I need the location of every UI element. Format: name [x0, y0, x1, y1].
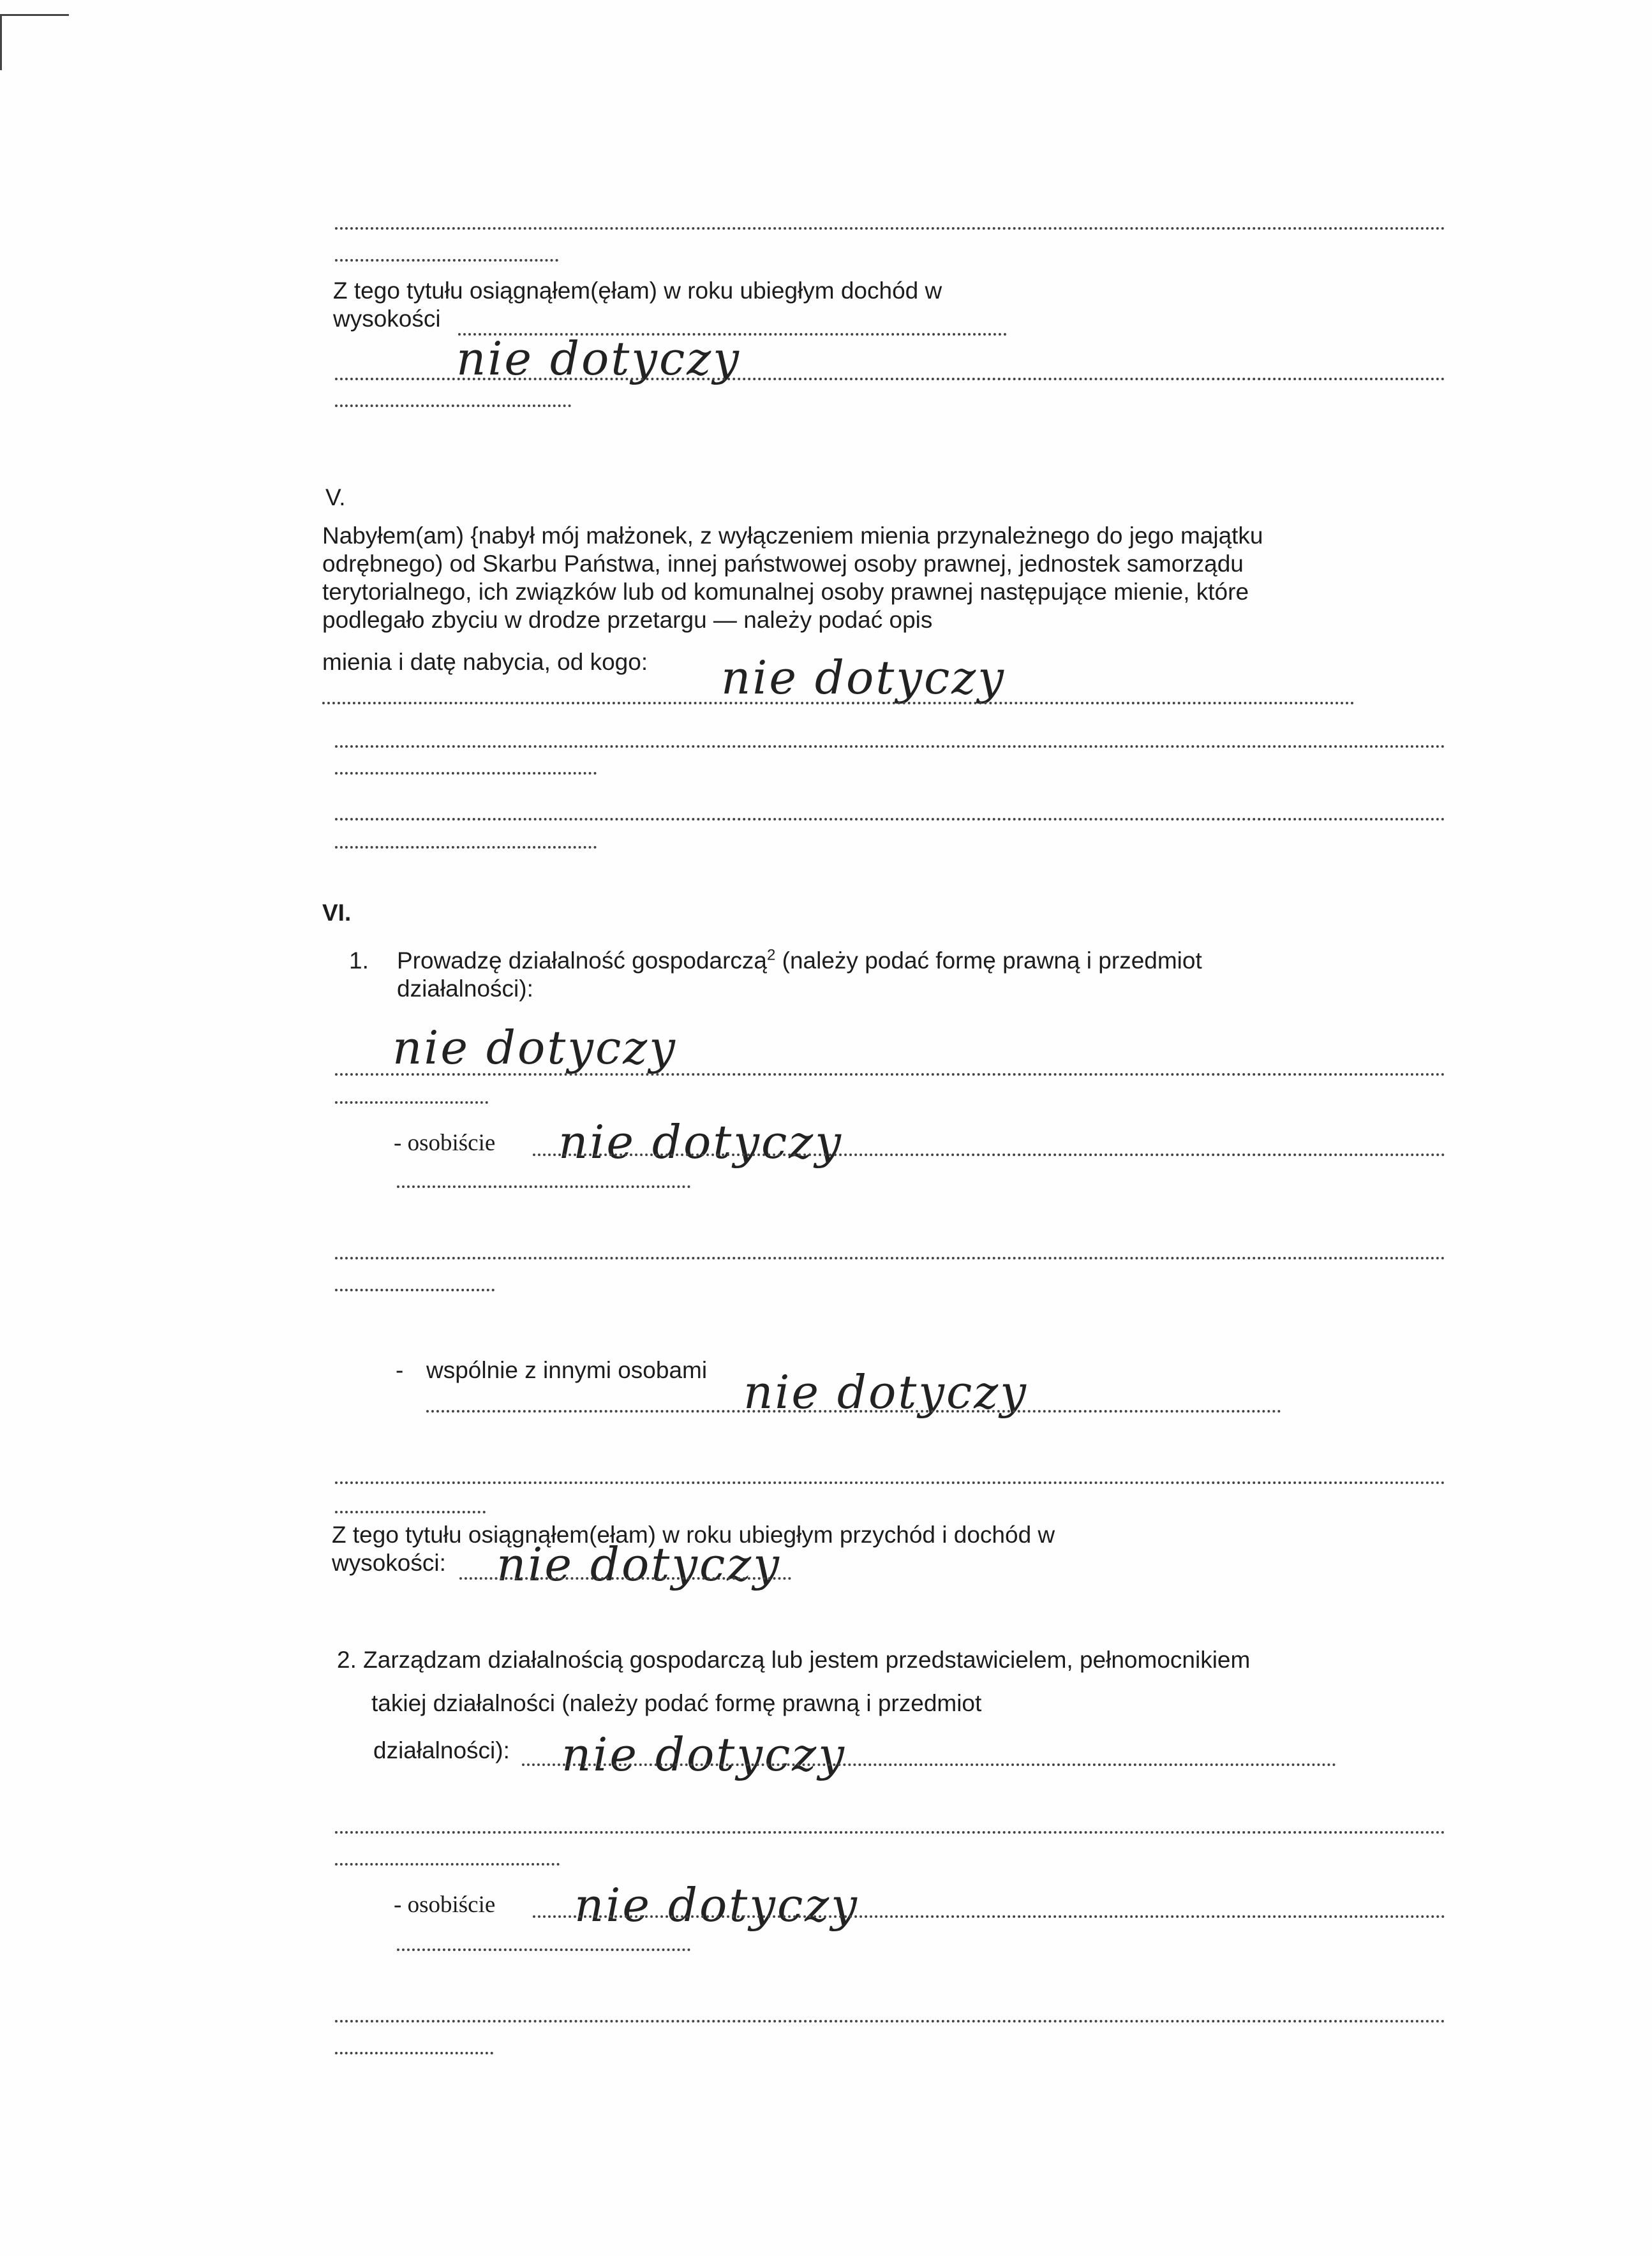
dotted-line: [459, 1577, 791, 1580]
dotted-line: [335, 378, 1445, 380]
dash: -: [396, 1357, 404, 1383]
handwritten-answer: nie dotyczy: [496, 1538, 781, 1591]
dotted-line: [522, 1763, 1336, 1766]
personally-label: - osobiście: [394, 1130, 496, 1156]
dotted-line: [335, 1073, 1445, 1076]
dotted-line: [426, 1410, 1281, 1413]
scan-edge-mark: [0, 14, 69, 70]
handwritten-answer: nie dotyczy: [456, 332, 741, 385]
dotted-line: [335, 404, 571, 407]
item2-text: działalności):: [373, 1737, 510, 1763]
dotted-line: [322, 702, 1355, 704]
dotted-line: [397, 1185, 690, 1188]
income-amount-label: wysokości:: [332, 1550, 446, 1576]
dotted-line: [335, 259, 558, 262]
dotted-line: [335, 1863, 560, 1866]
section-vi-heading: VI.: [322, 900, 352, 926]
dotted-line: [335, 1289, 495, 1291]
handwritten-answer: nie dotyczy: [558, 1115, 843, 1169]
dotted-line: [533, 1915, 1445, 1918]
item-number: 1.: [349, 947, 369, 974]
footnote-ref: 2: [767, 946, 776, 964]
dotted-line: [335, 1511, 486, 1513]
handwritten-answer: nie dotyczy: [574, 1878, 859, 1932]
dotted-line: [335, 1481, 1445, 1484]
handwritten-answer: nie dotyczy: [743, 1365, 1028, 1419]
section-v-heading: V.: [325, 484, 346, 510]
handwritten-answer: nie dotyczy: [392, 1021, 677, 1074]
handwritten-answer: nie dotyczy: [562, 1728, 846, 1781]
dotted-line: [335, 2020, 1445, 2022]
jointly-label: wspólnie z innymi osobami: [426, 1357, 708, 1383]
handwritten-answer: nie dotyczy: [721, 651, 1006, 704]
item1-text: [397, 947, 1202, 975]
dotted-line: [533, 1154, 1445, 1156]
income-label: Z tego tytułu osiągnąłem(ełam) w roku ubiegłym przychód i dochód w: [332, 1522, 1055, 1548]
income-label: Z tego tytułu osiągnąłem(ęłam) w roku ubiegłym dochód w: [333, 278, 942, 304]
section-v-text: terytorialnego, ich związków lub od komunalnej osoby prawnej następujące mienie, które: [322, 579, 1249, 605]
dotted-line: [335, 772, 597, 775]
dotted-line: [335, 1257, 1445, 1259]
item2-text: takiej działalności (należy podać formę prawną i przedmiot: [371, 1690, 982, 1716]
section-v-text: mienia i datę nabycia, od kogo:: [322, 649, 648, 675]
dotted-line: [335, 1831, 1445, 1834]
section-v-text: Nabyłem(am) {nabył mój małżonek, z wyłączeniem mienia przynależnego do jego majątku: [322, 523, 1263, 549]
dotted-line: [335, 1101, 488, 1104]
item1-text-end: (należy podać formę prawną i przedmiot: [775, 947, 1202, 974]
dotted-line: [335, 2052, 493, 2054]
section-v-text: odrębnego) od Skarbu Państwa, innej państwowej osoby prawnej, jednostek samorządu: [322, 551, 1244, 577]
dotted-line: [397, 1948, 690, 1951]
dotted-line: [335, 846, 597, 849]
dotted-line: [335, 818, 1445, 820]
dotted-line: [335, 227, 1445, 230]
item1-text-start: Prowadzę działalność gospodarczą: [397, 947, 768, 974]
item1-text: działalności):: [397, 976, 533, 1002]
dotted-line: [335, 745, 1445, 748]
personally-label: - osobiście: [394, 1892, 496, 1918]
income-amount-label: wysokości: [333, 306, 441, 332]
section-v-text: podlegało zbyciu w drodze przetargu — należy podać opis: [322, 607, 933, 633]
item2-text: 2. Zarządzam działalnością gospodarczą lub jestem przedstawicielem, pełnomocnikiem: [337, 1647, 1251, 1673]
